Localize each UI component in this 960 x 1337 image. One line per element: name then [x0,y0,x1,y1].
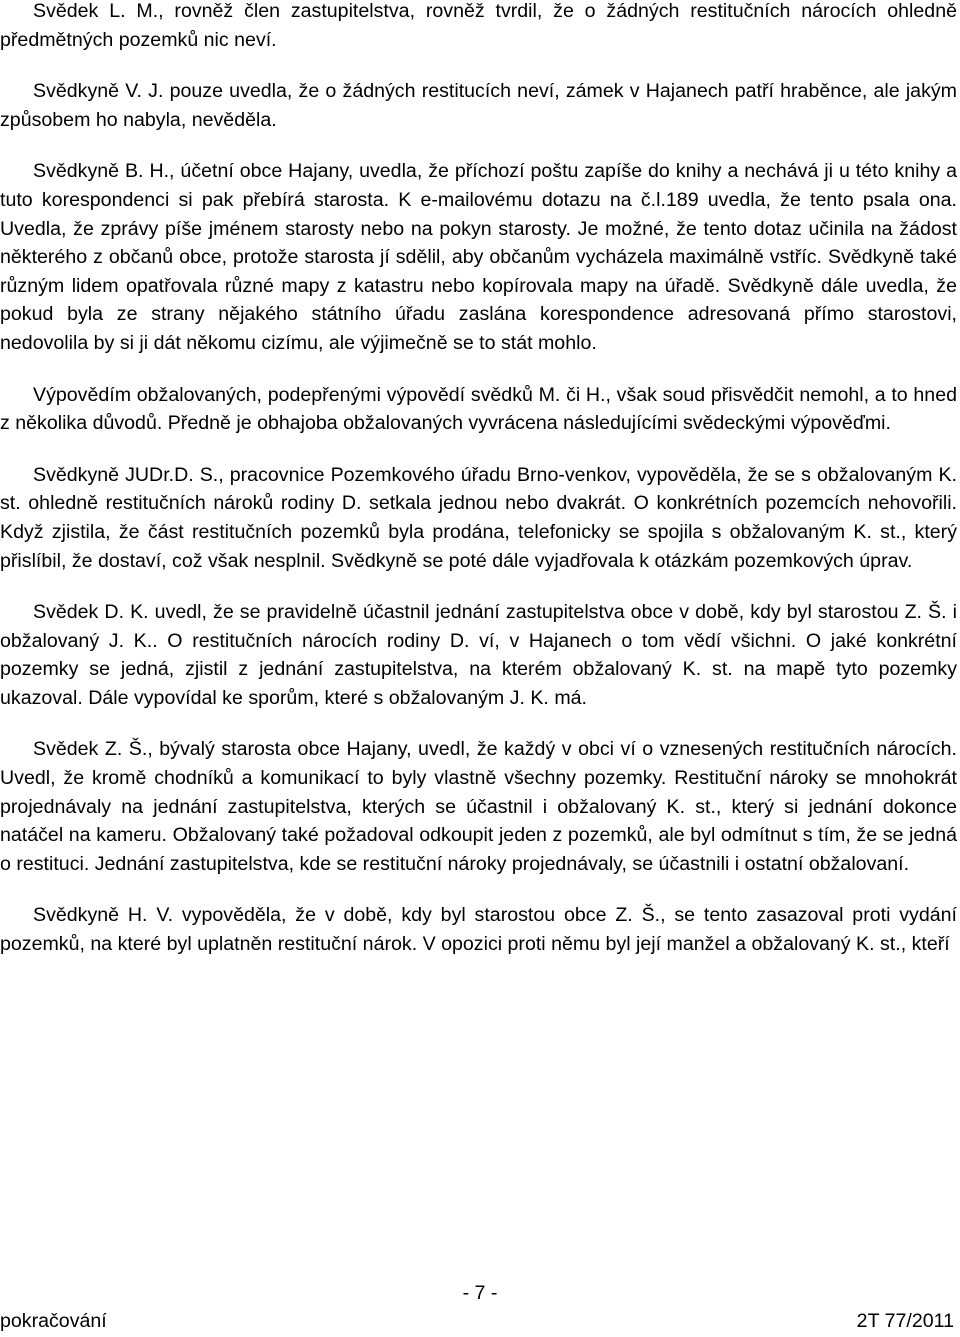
paragraph-court-assessment: Výpovědím obžalovaných, podepřenými výpovědí svědků M. či H., však soud přisvědčit nemohl, a to hned z několika důvodů. Předně je obhajoba obžalovaných vyvrácena následujícími svědeckými výpověďmi. [0,383,957,435]
case-number: 2T 77/2011 [856,1310,954,1332]
paragraph-witness-zs: Svědek Z. Š., bývalý starosta obce Hajany, uvedl, že každý v obci ví o vznesených restitučních nárocích. Uvedl, že kromě chodníků a komunikací to byly vlastně všechny pozemky. Restituční nároky se mnohokrát projednávaly na jednání zastupitelstva, kterých se účastnil i obžalovaný K. st., který si jednání dokonce natáčel na kameru. Obžalovaný také požadoval odkoupit jeden z pozemků, ale byl odmítnut s tím, že se jedná o restituci. Jednání zastupitelstva, kde se restituční nároky projednávaly, se účastnili i ostatní obžalovaní. [0,738,957,875]
paragraph-witness-dk: Svědek D. K. uvedl, že se pravidelně účastnil jednání zastupitelstva obce v době, kdy byl starostou Z. Š. i obžalovaný J. K.. O restitučních nárocích rodiny D. ví, v Hajanech o tom vědí všichni. O jaké konkrétní pozemky se jedná, zjistil z jednání zastupitelstva, na kterém obžalovaný K. st. na mapě tyto pozemky ukazoval. Dále vypovídal ke sporům, které s obžalovaným J. K. má. [0,601,957,709]
page-number: - 7 - [462,1282,498,1304]
continuation-label: pokračování [0,1310,107,1332]
paragraph-witness-hv: Svědkyně H. V. vypověděla, že v době, kdy byl starostou obce Z. Š., se tento zasazoval proti vydání pozemků, na které byl uplatněn restituční nárok. V opozici proti němu byl její manžel a obžalovaný K. st., kteří [0,904,957,956]
paragraph-witness-vj: Svědkyně V. J. pouze uvedla, že o žádných restitucích neví, zámek v Hajanech patří hraběnce, ale jakým způsobem ho nabyla, nevěděla. [0,80,957,131]
paragraph-witness-ds: Svědkyně JUDr.D. S., pracovnice Pozemkového úřadu Brno-venkov, vypověděla, že se s obžalovaným K. st. ohledně restitučních nároků rodiny D. setkala jednou nebo dvakrát. O konkrétních pozemcích nehovořili. Když zjistila, že část restitučních pozemků byla prodána, telefonicky se spojila s obžalovaným K. st., který přislíbil, že dostaví, což však nesplnil. Svědkyně se poté dále vyjadřovala k otázkám pozemkových úprav. [0,463,957,572]
paragraph-witness-lm: Svědek L. M., rovněž člen zastupitelstva, rovněž tvrdil, že o žádných restitučních nárocích ohledně předmětných pozemků nic neví. [0,0,957,51]
paragraph-witness-bh: Svědkyně B. H., účetní obce Hajany, uvedla, že příchozí poštu zapíše do knihy a nechává ji u této knihy a tuto korespondenci si pak přebírá starosta. K e-mailovému dotazu na č.l.189 uvedla, že tento psala ona. Uvedla, že zprávy píše jménem starosty nebo na pokyn starosty. Je možné, že tento dotaz učinila na žádost některého z občanů obce, protože starosta jí sdělil, aby občanům vycházela maximálně vstříc. Svědkyně také různým lidem opatřovala různé mapy z katastru nebo kopírovala mapy na úřadě. Svědkyně dále uvedla, že pokud byla ze strany nějakého státního úřadu zaslána korespondence adresovaná přímo starostovi, nedovolila by si ji dát někomu cizímu, ale výjimečně se to stát mohlo. [0,160,957,354]
